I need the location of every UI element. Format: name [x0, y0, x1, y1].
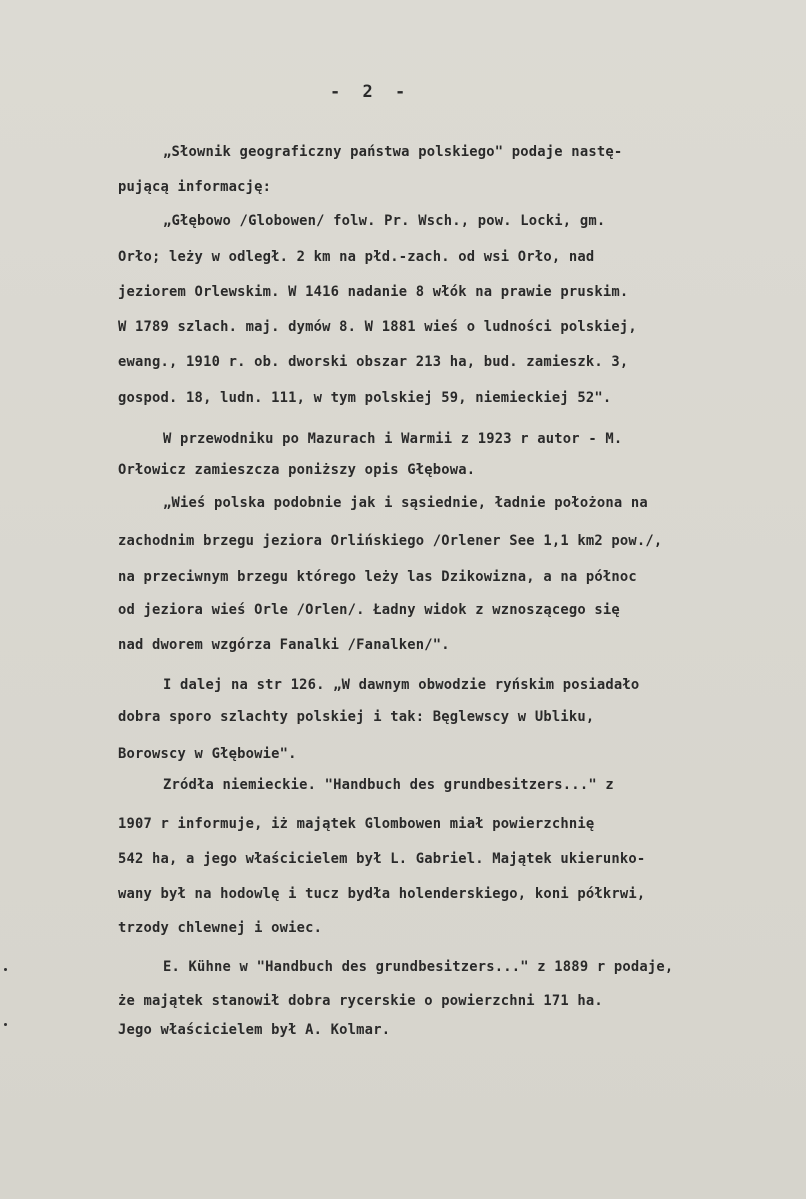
text-line: 542 ha, a jego właścicielem był L. Gabriel. Majątek ukierunko-	[118, 851, 646, 867]
margin-mark	[4, 1023, 7, 1026]
text-line: jeziorem Orlewskim. W 1416 nadanie 8 włók na prawie pruskim.	[118, 284, 629, 300]
text-line: Borowscy w Głębowie".	[118, 746, 297, 762]
text-line: ewang., 1910 r. ob. dworski obszar 213 ha, bud. zamieszk. 3,	[118, 354, 629, 370]
text-line: na przeciwnym brzegu którego leży las Dzikowizna, a na północ	[118, 569, 637, 585]
margin-mark	[4, 968, 7, 971]
text-line: Orło; leży w odległ. 2 km na płd.-zach. od wsi Orło, nad	[118, 249, 595, 265]
text-line: gospod. 18, ludn. 111, w tym polskiej 59, niemieckiej 52".	[118, 390, 612, 406]
text-line: Zródła niemieckie. "Handbuch des grundbesitzers..." z	[163, 777, 614, 793]
text-line: pującą informację:	[118, 179, 272, 195]
text-line: od jeziora wieś Orle /Orlen/. Ładny widok z wznoszącego się	[118, 602, 620, 618]
text-line: trzody chlewnej i owiec.	[118, 920, 323, 936]
text-line: że majątek stanowił dobra rycerskie o powierzchni 171 ha.	[118, 993, 603, 1009]
text-line: Orłowicz zamieszcza poniższy opis Głębowa.	[118, 462, 476, 478]
text-line: W przewodniku po Mazurach i Warmii z 1923 r autor - M.	[163, 431, 623, 447]
text-line: W 1789 szlach. maj. dymów 8. W 1881 wieś o ludności polskiej,	[118, 319, 637, 335]
text-line: nad dworem wzgórza Fanalki /Fanalken/".	[118, 637, 450, 653]
text-line: I dalej na str 126. „W dawnym obwodzie ryńskim posiadało	[163, 677, 640, 693]
text-line: dobra sporo szlachty polskiej i tak: Bęglewscy w Ubliku,	[118, 709, 595, 725]
text-line: zachodnim brzegu jeziora Orlińskiego /Orlener See 1,1 km2 pow./,	[118, 533, 663, 549]
page-number: - 2 -	[330, 82, 412, 102]
text-line: E. Kühne w "Handbuch des grundbesitzers..." z 1889 r podaje,	[163, 959, 674, 975]
text-line: „Wieś polska podobnie jak i sąsiednie, ładnie położona na	[163, 495, 648, 511]
text-line: Jego właścicielem był A. Kolmar.	[118, 1022, 391, 1038]
text-line: wany był na hodowlę i tucz bydła holenderskiego, koni półkrwi,	[118, 886, 646, 902]
text-line: „Głębowo /Globowen/ folw. Pr. Wsch., pow. Locki, gm.	[163, 213, 606, 229]
text-line: „Słownik geograficzny państwa polskiego" podaje nastę-	[163, 144, 623, 160]
text-line: 1907 r informuje, iż majątek Glombowen miał powierzchnię	[118, 816, 595, 832]
